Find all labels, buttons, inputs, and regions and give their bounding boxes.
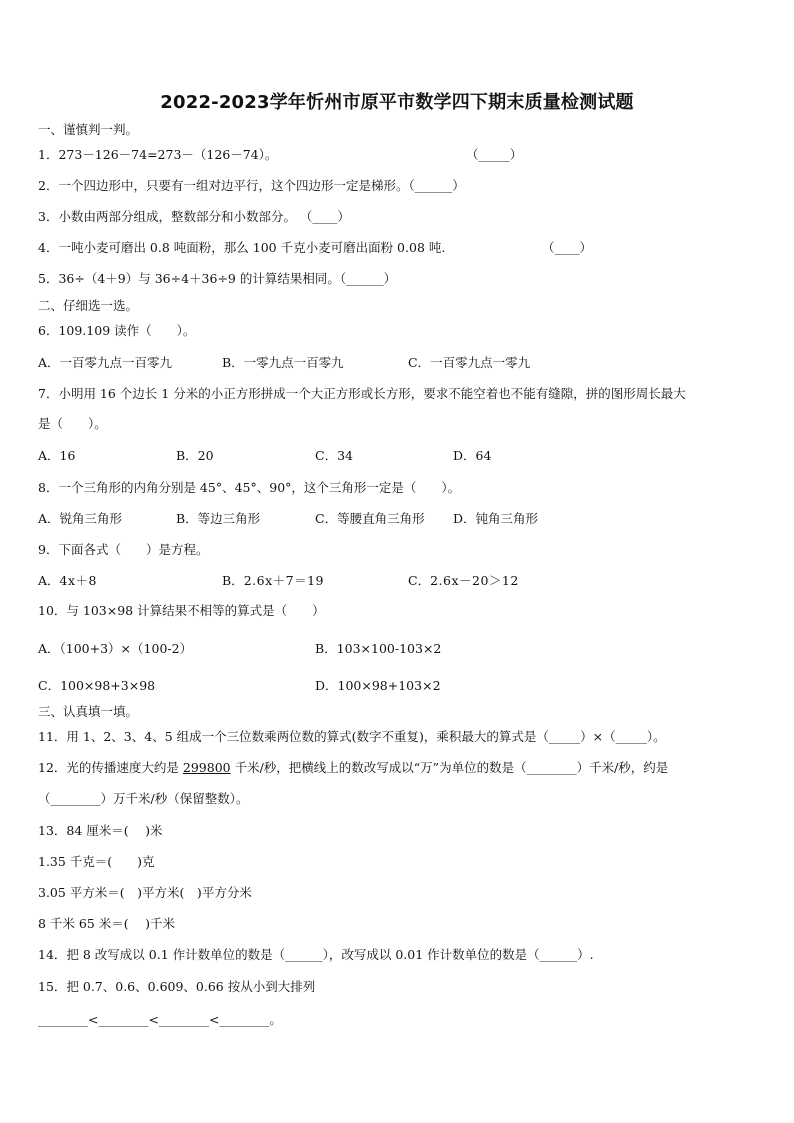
question-7-option-b: B．20: [176, 448, 214, 463]
question-7-line-2: 是（ ）。: [38, 416, 107, 431]
page-title: 2022-2023学年忻州市原平市数学四下期末质量检测试题: [160, 92, 634, 113]
question-13-line-2: 1.35 千克＝( )克: [38, 854, 155, 869]
section-heading-fill: 三、认真填一填。: [38, 704, 139, 719]
question-13-line-4: 8 千米 65 米＝( )千米: [38, 916, 176, 931]
question-10-option-d: D．100×98+103×2: [315, 678, 441, 693]
question-13-line-1: 13．84 厘米＝( )米: [38, 823, 163, 838]
question-6-option-b: B．一零九点一百零九: [222, 355, 344, 370]
math-expression: 2.6x－20＞12: [430, 573, 519, 588]
question-15: 15．把 0.7、0.6、0.609、0.66 按从小到大排列: [38, 979, 316, 994]
question-5: 5．36÷（4＋9）与 36÷4＋36÷9 的计算结果相同。（______）: [38, 271, 397, 286]
question-8-option-c: C．等腰直角三角形: [315, 511, 425, 526]
question-8-option-a: A．锐角三角形: [38, 511, 123, 526]
question-12-line-1: [38, 760, 668, 776]
question-15-answer-line: ________<________<________<________。: [38, 1012, 282, 1027]
question-7-line-1: 7．小明用 16 个边长 1 分米的小正方形拼成一个大正方形或长方形，要求不能空着也不能有缝隙，拼的图形周长最大: [38, 386, 686, 401]
question-7-option-a: A．16: [38, 448, 76, 463]
question-9: 9．下面各式（ ）是方程。: [38, 542, 209, 557]
question-9-option-a: [38, 573, 97, 589]
question-1-blank: （_____）: [466, 147, 523, 162]
question-9-option-c: [408, 573, 519, 589]
question-4-blank: （____）: [542, 240, 593, 255]
underlined-number: 299800: [182, 760, 231, 775]
question-11: 11．用 1、2、3、4、5 组成一个三位数乘两位数的算式(数字不重复)，乘积最大的算式是（_____）×（_____）。: [38, 729, 666, 744]
question-8-option-b: B．等边三角形: [176, 511, 261, 526]
question-9-option-b: [222, 573, 324, 589]
question-6-option-c: C．一百零九点一零九: [408, 355, 531, 370]
question-7-option-c: C．34: [315, 448, 353, 463]
section-heading-judge: 一、谨慎判一判。: [38, 122, 139, 137]
question-3: 3．小数由两部分组成，整数部分和小数部分。 （____）: [38, 209, 350, 224]
question-8: 8．一个三角形的内角分别是 45°、45°、90°，这个三角形一定是（ ）。: [38, 480, 461, 495]
question-10-option-a: A．（100+3）×（100-2）: [38, 641, 193, 656]
question-10-option-c: C．100×98+3×98: [38, 678, 156, 693]
option-label: C．: [408, 573, 431, 588]
question-4: 4．一吨小麦可磨出 0.8 吨面粉，那么 100 千克小麦可磨出面粉 0.08 吨.: [38, 240, 446, 255]
question-12-text-a: 12．光的传播速度大约是: [38, 760, 183, 775]
question-10-option-b: B．103×100-103×2: [315, 641, 442, 656]
math-expression: 2.6x＋7＝19: [243, 573, 324, 588]
question-1: 1．273－126－74=273－（126－74）。: [38, 147, 278, 162]
section-heading-choose: 二、仔细选一选。: [38, 298, 139, 313]
question-6: 6．109.109 读作（ ）。: [38, 323, 196, 338]
option-label: A．: [38, 573, 60, 588]
question-8-option-d: D．钝角三角形: [453, 511, 539, 526]
option-label: B．: [222, 573, 244, 588]
question-2: 2．一个四边形中，只要有一组对边平行，这个四边形一定是梯形。（______）: [38, 178, 465, 193]
question-6-option-a: A．一百零九点一百零九: [38, 355, 173, 370]
question-14: 14．把 8 改写成以 0.1 作计数单位的数是（______），改写成以 0.01 作计数单位的数是（______）.: [38, 947, 594, 962]
question-12-line-2: （________）万千米/秒（保留整数）。: [38, 791, 249, 806]
question-13-line-3: 3.05 平方米＝( )平方米( )平方分米: [38, 885, 252, 900]
question-7-option-d: D．64: [453, 448, 492, 463]
question-12-text-b: 千米/秒，把横线上的数改写成以“万”为单位的数是（________）千米/秒，约是: [230, 760, 669, 775]
math-expression: 4x＋8: [59, 573, 97, 588]
question-10: 10．与 103×98 计算结果不相等的算式是（ ）: [38, 603, 325, 618]
